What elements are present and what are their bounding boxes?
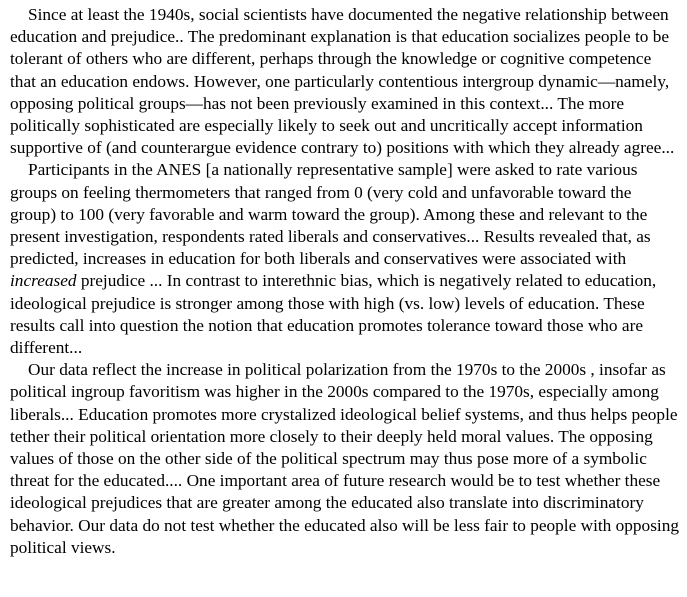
paragraph-anes-results [10,159,679,359]
anes-text-before-italic: Participants in the ANES [a nationally representative sample] were asked to rate various groups on feeling thermometers that ranged from 0 (very cold and unfavorable toward the group) to 100 (very favorable and warm toward the group). Among these and relevant to the present investigation, respondents rated liberals and conservatives... Results revealed that, as predicted, increases in education for both liberals and conservatives were associated with [10,160,651,269]
anes-text-after-italic: prejudice ... In contrast to interethnic bias, which is negatively related to education, ideological prejudice is stronger among those with high (vs. low) levels of education. These results call into question the notion that education promotes tolerance toward those who are different... [10,271,657,358]
paragraph-polarization-discussion: Our data reflect the increase in political polarization from the 1970s to the 2000s , insofar as political ingroup favoritism was higher in the 2000s compared to the 1970s, especially among liberals... Education promotes more crystalized ideological belief systems, and thus helps people tether their political orientation more closely to their deeply held moral values. The opposing values of those on the other side of the political spectrum may thus pose more of a symbolic threat for the educated.... One important area of future research would be to test whether these ideological prejudices that are greater among the educated also translate into discriminatory behavior. Our data do not test whether the educated also will be less fair to people with opposing political views. [10,360,679,557]
italic-emphasis: increased [10,271,77,291]
paragraph-education-prejudice-intro: Since at least the 1940s, social scientists have documented the negative relationship between education and prejudice.. The predominant explanation is that education socializes people to be tolerant of others who are different, perhaps through the knowledge or cognitive competence that an education endows. However, one particularly contentious intergroup dynamic—namely, opposing political groups—has not been previously examined in this context... The more politically sophisticated are especially likely to seek out and uncritically accept information supportive of (and counterargue evidence contrary to) positions with which they already agree... [10,5,675,158]
